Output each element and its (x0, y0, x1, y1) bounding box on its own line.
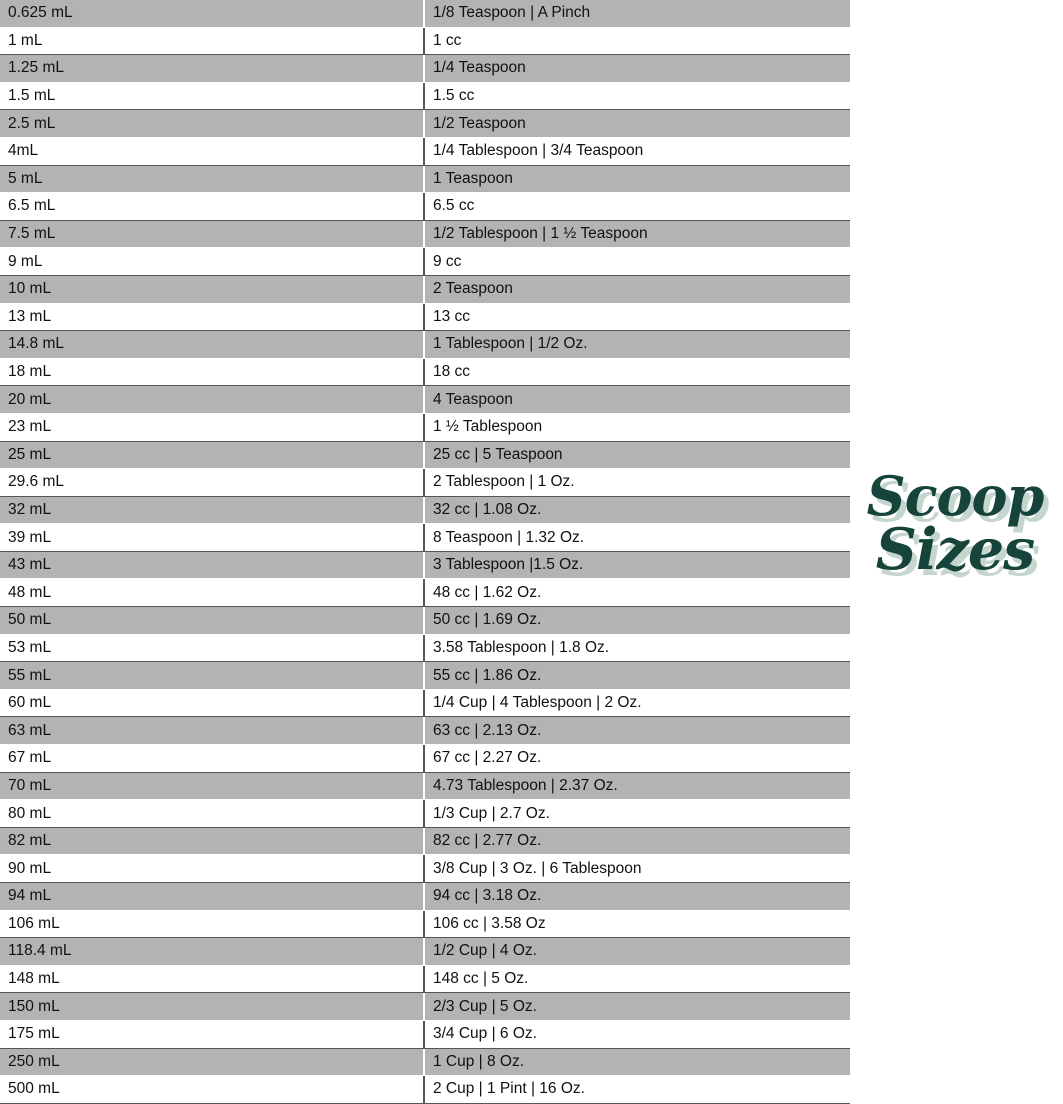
cell-equivalent: 50 cc | 1.69 Oz. (424, 607, 850, 635)
cell-equivalent: 3/4 Cup | 6 Oz. (424, 1020, 850, 1048)
table-row (0, 910, 850, 938)
cell-volume-ml: 1 mL (0, 27, 424, 55)
cell-equivalent: 1/4 Cup | 4 Tablespoon | 2 Oz. (424, 689, 850, 717)
table-row (0, 745, 850, 773)
cell-equivalent: 32 cc | 1.08 Oz. (424, 496, 850, 524)
cell-equivalent: 3.58 Tablespoon | 1.8 Oz. (424, 634, 850, 662)
cell-equivalent: 3 Tablespoon |1.5 Oz. (424, 551, 850, 579)
cell-volume-ml: 6.5 mL (0, 193, 424, 221)
table-row (0, 662, 850, 690)
cell-equivalent: 63 cc | 2.13 Oz. (424, 717, 850, 745)
cell-volume-ml: 50 mL (0, 607, 424, 635)
cell-equivalent: 1/2 Cup | 4 Oz. (424, 938, 850, 966)
table-row (0, 82, 850, 110)
cell-equivalent: 8 Teaspoon | 1.32 Oz. (424, 524, 850, 552)
cell-equivalent: 6.5 cc (424, 193, 850, 221)
cell-volume-ml: 43 mL (0, 551, 424, 579)
cell-volume-ml: 70 mL (0, 772, 424, 800)
cell-volume-ml: 118.4 mL (0, 938, 424, 966)
cell-equivalent: 106 cc | 3.58 Oz (424, 910, 850, 938)
table-row (0, 248, 850, 276)
cell-volume-ml: 106 mL (0, 910, 424, 938)
cell-equivalent: 9 cc (424, 248, 850, 276)
cell-volume-ml: 4mL (0, 137, 424, 165)
table-row (0, 524, 850, 552)
table-row (0, 883, 850, 911)
cell-equivalent: 4.73 Tablespoon | 2.37 Oz. (424, 772, 850, 800)
table-row (0, 772, 850, 800)
cell-equivalent: 1 Tablespoon | 1/2 Oz. (424, 331, 850, 359)
table-row (0, 496, 850, 524)
cell-volume-ml: 29.6 mL (0, 469, 424, 497)
table-row (0, 0, 850, 27)
cell-volume-ml: 148 mL (0, 965, 424, 993)
cell-volume-ml: 150 mL (0, 993, 424, 1021)
cell-volume-ml: 5 mL (0, 165, 424, 193)
cell-equivalent: 67 cc | 2.27 Oz. (424, 745, 850, 773)
cell-volume-ml: 32 mL (0, 496, 424, 524)
table-row (0, 800, 850, 828)
table-row (0, 110, 850, 138)
table-row (0, 993, 850, 1021)
cell-volume-ml: 25 mL (0, 441, 424, 469)
cell-volume-ml: 48 mL (0, 579, 424, 607)
table-row (0, 689, 850, 717)
cell-equivalent: 55 cc | 1.86 Oz. (424, 662, 850, 690)
cell-volume-ml: 53 mL (0, 634, 424, 662)
cell-volume-ml: 39 mL (0, 524, 424, 552)
cell-equivalent: 148 cc | 5 Oz. (424, 965, 850, 993)
cell-equivalent: 2 Teaspoon (424, 275, 850, 303)
cell-volume-ml: 20 mL (0, 386, 424, 414)
table-row (0, 1020, 850, 1048)
cell-volume-ml: 80 mL (0, 800, 424, 828)
table-row (0, 358, 850, 386)
table-row (0, 634, 850, 662)
cell-volume-ml: 175 mL (0, 1020, 424, 1048)
cell-volume-ml: 67 mL (0, 745, 424, 773)
cell-equivalent: 1/2 Teaspoon (424, 110, 850, 138)
table-row (0, 303, 850, 331)
cell-volume-ml: 9 mL (0, 248, 424, 276)
scoop-sizes-logo (855, 464, 1055, 583)
table-row (0, 1048, 850, 1076)
cell-volume-ml: 13 mL (0, 303, 424, 331)
cell-volume-ml: 250 mL (0, 1048, 424, 1076)
table-row (0, 717, 850, 745)
cell-volume-ml: 14.8 mL (0, 331, 424, 359)
logo-line-sizes: Sizes (875, 515, 1035, 583)
cell-volume-ml: 63 mL (0, 717, 424, 745)
cell-equivalent: 2 Cup | 1 Pint | 16 Oz. (424, 1076, 850, 1104)
table-row (0, 827, 850, 855)
table-row (0, 607, 850, 635)
table-row (0, 855, 850, 883)
cell-volume-ml: 1.25 mL (0, 55, 424, 83)
logo-line-scoop: Scoop (866, 464, 1044, 528)
cell-volume-ml: 18 mL (0, 358, 424, 386)
cell-equivalent: 1.5 cc (424, 82, 850, 110)
cell-equivalent: 25 cc | 5 Teaspoon (424, 441, 850, 469)
table-row (0, 965, 850, 993)
cell-equivalent: 82 cc | 2.77 Oz. (424, 827, 850, 855)
cell-equivalent: 48 cc | 1.62 Oz. (424, 579, 850, 607)
cell-equivalent: 3/8 Cup | 3 Oz. | 6 Tablespoon (424, 855, 850, 883)
cell-volume-ml: 23 mL (0, 413, 424, 441)
table-row (0, 386, 850, 414)
table-row (0, 551, 850, 579)
cell-volume-ml: 2.5 mL (0, 110, 424, 138)
cell-volume-ml: 90 mL (0, 855, 424, 883)
cell-equivalent: 1/4 Tablespoon | 3/4 Teaspoon (424, 137, 850, 165)
cell-equivalent: 2/3 Cup | 5 Oz. (424, 993, 850, 1021)
cell-volume-ml: 1.5 mL (0, 82, 424, 110)
table-row (0, 55, 850, 83)
cell-volume-ml: 10 mL (0, 275, 424, 303)
table-row (0, 275, 850, 303)
cell-equivalent: 1/3 Cup | 2.7 Oz. (424, 800, 850, 828)
cell-equivalent: 1 Teaspoon (424, 165, 850, 193)
cell-equivalent: 4 Teaspoon (424, 386, 850, 414)
table-row (0, 938, 850, 966)
table-row (0, 165, 850, 193)
table-row (0, 579, 850, 607)
cell-equivalent: 1 ½ Tablespoon (424, 413, 850, 441)
cell-volume-ml: 0.625 mL (0, 0, 424, 27)
table-row (0, 331, 850, 359)
table-row (0, 220, 850, 248)
cell-volume-ml: 60 mL (0, 689, 424, 717)
table-row (0, 469, 850, 497)
table-row (0, 413, 850, 441)
cell-equivalent: 94 cc | 3.18 Oz. (424, 883, 850, 911)
cell-volume-ml: 82 mL (0, 827, 424, 855)
cell-equivalent: 1 Cup | 8 Oz. (424, 1048, 850, 1076)
cell-equivalent: 1/4 Teaspoon (424, 55, 850, 83)
cell-equivalent: 13 cc (424, 303, 850, 331)
table-row (0, 137, 850, 165)
cell-volume-ml: 500 mL (0, 1076, 424, 1104)
cell-equivalent: 1/2 Tablespoon | 1 ½ Teaspoon (424, 220, 850, 248)
cell-equivalent: 1 cc (424, 27, 850, 55)
cell-volume-ml: 7.5 mL (0, 220, 424, 248)
cell-volume-ml: 94 mL (0, 883, 424, 911)
cell-volume-ml: 55 mL (0, 662, 424, 690)
table-row (0, 441, 850, 469)
table-row (0, 27, 850, 55)
cell-equivalent: 1/8 Teaspoon | A Pinch (424, 0, 850, 27)
cell-equivalent: 18 cc (424, 358, 850, 386)
table-row (0, 193, 850, 221)
cell-equivalent: 2 Tablespoon | 1 Oz. (424, 469, 850, 497)
